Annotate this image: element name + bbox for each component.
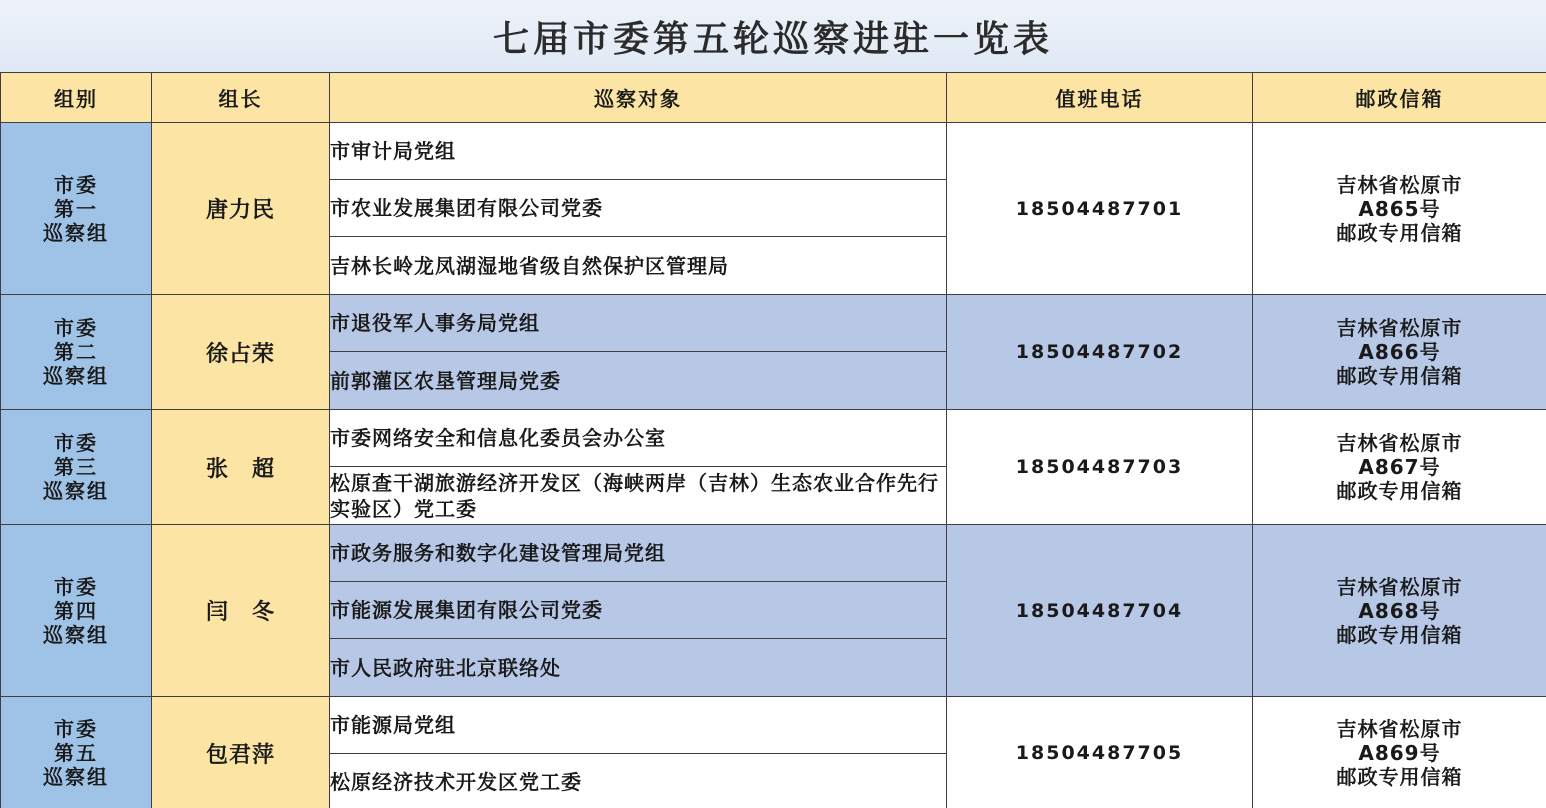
group-line: 巡察组	[43, 220, 109, 245]
group-line: 市委	[54, 431, 98, 455]
mailbox-line: 邮政专用信箱	[1336, 622, 1463, 647]
group-cell	[1, 295, 152, 410]
mailbox-cell	[1253, 295, 1546, 410]
phone-cell: 18504487705	[947, 697, 1253, 808]
mailbox-line: A865号	[1358, 196, 1441, 221]
target-cell: 市退役军人事务局党组	[330, 295, 947, 352]
header-row	[1, 73, 1546, 123]
header-phone: 值班电话	[947, 73, 1253, 123]
mailbox-line: 邮政专用信箱	[1336, 220, 1463, 245]
group-line: 市委	[54, 574, 98, 599]
target-cell: 吉林长岭龙凤湖湿地省级自然保护区管理局	[330, 237, 947, 295]
page-title: 七届市委第五轮巡察进驻一览表	[492, 18, 1053, 60]
table-row	[1, 525, 1546, 582]
mailbox-cell	[1253, 697, 1546, 808]
target-cell: 松原查干湖旅游经济开发区（海峡两岸（吉林）生态农业合作先行实验区）党工委	[330, 467, 947, 525]
mailbox-line: A866号	[1358, 340, 1441, 364]
mailbox-line: A868号	[1358, 598, 1441, 623]
leader-cell: 唐力民	[152, 123, 330, 295]
group-line: 市委	[54, 717, 98, 741]
group-line: 第一	[54, 196, 98, 221]
group-cell	[1, 410, 152, 525]
group-line: 巡察组	[43, 479, 109, 503]
mailbox-cell	[1253, 123, 1546, 295]
mailbox-line: 吉林省松原市	[1336, 172, 1463, 197]
phone-cell: 18504487701	[947, 123, 1253, 295]
header-group: 组别	[1, 73, 152, 123]
group-line: 市委	[54, 316, 98, 340]
mailbox-line: 邮政专用信箱	[1336, 479, 1463, 503]
mailbox-cell	[1253, 525, 1546, 697]
phone-cell: 18504487704	[947, 525, 1253, 697]
table-row	[1, 410, 1546, 467]
group-line: 市委	[54, 172, 98, 197]
group-line: 第二	[54, 340, 98, 364]
target-cell: 市农业发展集团有限公司党委	[330, 180, 947, 237]
mailbox-line: 邮政专用信箱	[1336, 765, 1463, 789]
group-line: 巡察组	[43, 765, 109, 789]
mailbox-line: 吉林省松原市	[1336, 717, 1463, 741]
header-leader: 组长	[152, 73, 330, 123]
target-cell: 市委网络安全和信息化委员会办公室	[330, 410, 947, 467]
target-cell: 市能源发展集团有限公司党委	[330, 582, 947, 639]
mailbox-line: 邮政专用信箱	[1336, 364, 1463, 388]
phone-cell: 18504487703	[947, 410, 1253, 525]
mailbox-line: 吉林省松原市	[1336, 431, 1463, 455]
target-cell: 松原经济技术开发区党工委	[330, 754, 947, 808]
group-cell	[1, 123, 152, 295]
group-line: 巡察组	[43, 364, 109, 388]
target-cell: 市人民政府驻北京联络处	[330, 639, 947, 697]
leader-cell: 闫 冬	[152, 525, 330, 697]
mailbox-cell	[1253, 410, 1546, 525]
group-line: 第四	[54, 598, 98, 623]
group-line: 第三	[54, 455, 98, 479]
group-line: 第五	[54, 741, 98, 765]
table-row	[1, 123, 1546, 180]
group-cell	[1, 525, 152, 697]
mailbox-line: A869号	[1358, 741, 1441, 765]
header-target: 巡察对象	[330, 73, 947, 123]
inspection-table	[0, 72, 1546, 808]
leader-cell: 包君萍	[152, 697, 330, 808]
header-mailbox: 邮政信箱	[1253, 73, 1546, 123]
leader-cell: 徐占荣	[152, 295, 330, 410]
title-bar	[0, 0, 1546, 73]
target-cell: 市审计局党组	[330, 123, 947, 180]
table-row	[1, 295, 1546, 352]
leader-cell: 张 超	[152, 410, 330, 525]
group-line: 巡察组	[43, 622, 109, 647]
mailbox-line: 吉林省松原市	[1336, 316, 1463, 340]
group-cell	[1, 697, 152, 808]
mailbox-line: 吉林省松原市	[1336, 574, 1463, 599]
target-cell: 市能源局党组	[330, 697, 947, 754]
target-cell: 前郭灌区农垦管理局党委	[330, 352, 947, 410]
mailbox-line: A867号	[1358, 455, 1441, 479]
target-cell: 市政务服务和数字化建设管理局党组	[330, 525, 947, 582]
table-row	[1, 697, 1546, 754]
phone-cell: 18504487702	[947, 295, 1253, 410]
